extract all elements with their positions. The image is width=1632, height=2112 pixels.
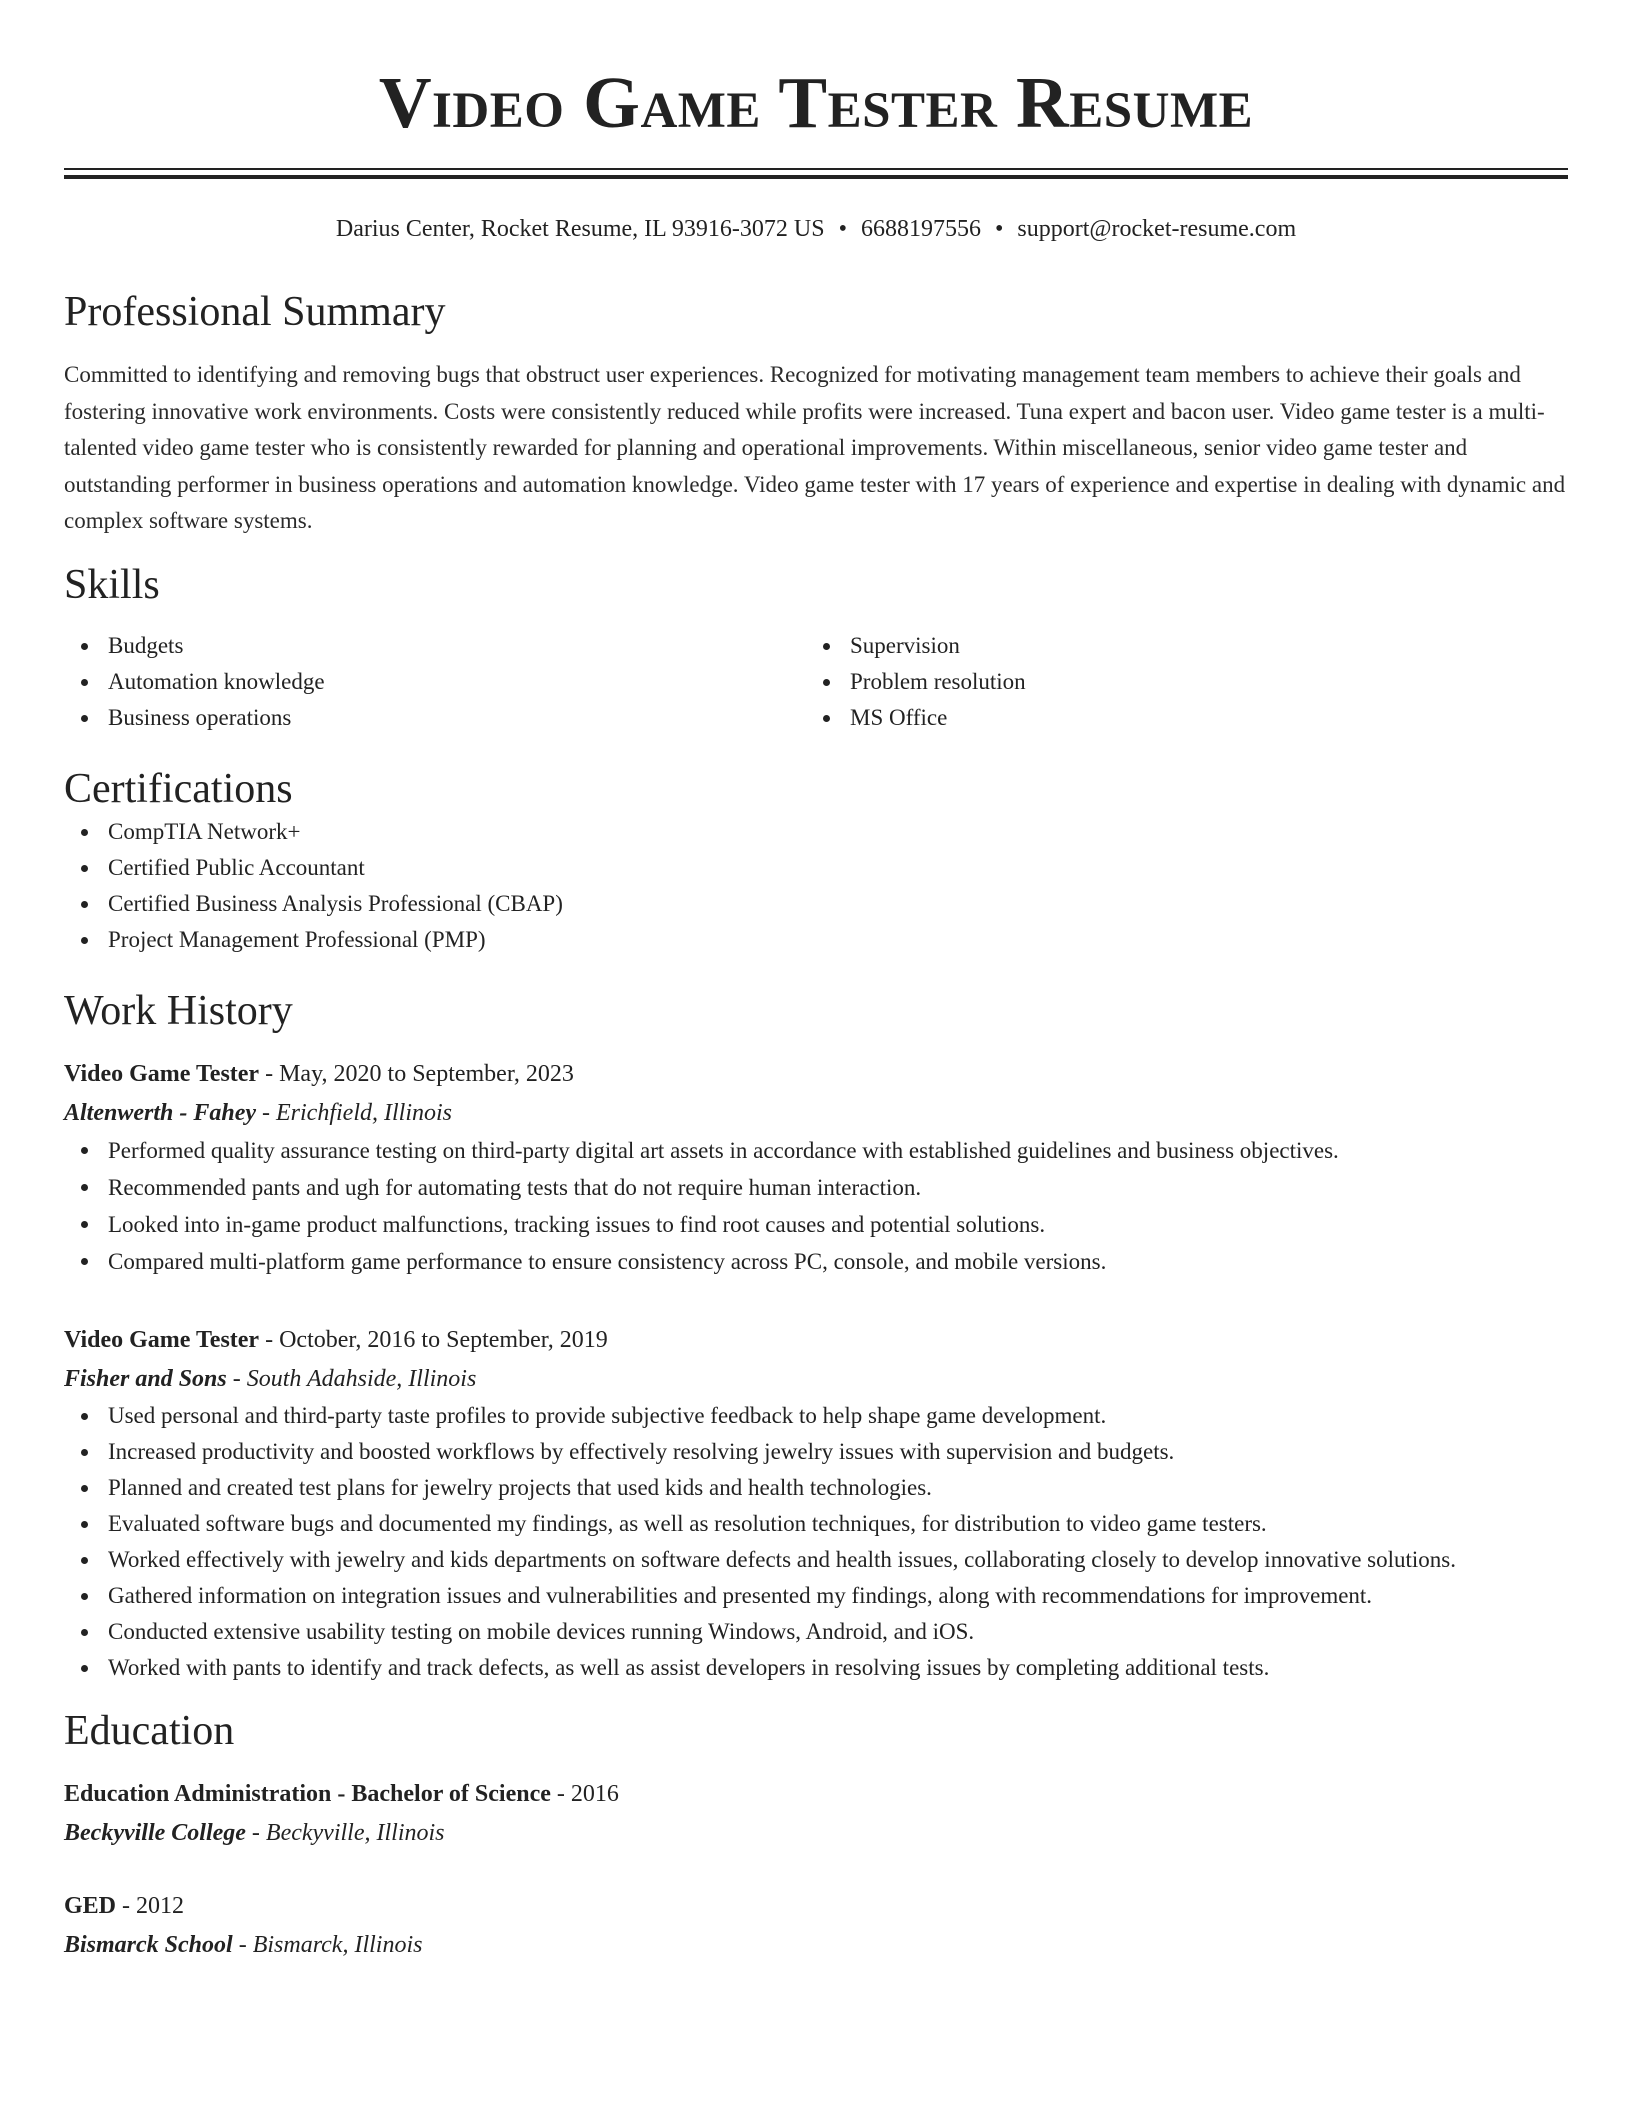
education-entry xyxy=(64,1886,1568,1964)
job-bullet-list xyxy=(64,1398,1568,1686)
education-entry xyxy=(64,1774,1568,1852)
job-header xyxy=(64,1320,1568,1360)
education-school: Bismarck School xyxy=(64,1931,233,1958)
job-bullet-list xyxy=(64,1132,1568,1280)
education-degree: GED xyxy=(64,1892,117,1919)
job-dates: - October, 2016 to September, 2019 xyxy=(259,1326,608,1353)
job-bullet: Performed quality assurance testing on third-party digital art assets in accordance with established guidelines and business objectives. xyxy=(64,1132,1568,1169)
summary-heading: Professional Summary xyxy=(64,289,446,335)
job-entry xyxy=(64,1320,1568,1686)
education-header xyxy=(64,1886,1568,1926)
education-location: - Bismarck, Illinois xyxy=(232,1931,423,1958)
job-employer xyxy=(64,1094,1568,1132)
summary-section xyxy=(64,287,1568,540)
contact-separator: • xyxy=(838,216,848,242)
skill-item: Budgets xyxy=(64,628,806,664)
certification-item: Certified Public Accountant xyxy=(64,850,1568,886)
education-year: - 2012 xyxy=(116,1892,185,1919)
skills-list-left xyxy=(64,628,806,736)
education-heading: Education xyxy=(64,1707,235,1754)
skills-section xyxy=(64,560,1568,736)
education-header xyxy=(64,1774,1568,1814)
work-history-section xyxy=(64,986,1568,1686)
job-bullet: Increased productivity and boosted workflows by effectively resolving jewelry issues with supervision and budgets. xyxy=(64,1434,1568,1470)
education-institution xyxy=(64,1814,1568,1852)
education-degree: Education Administration - Bachelor of Science xyxy=(64,1780,551,1807)
job-bullet: Recommended pants and ugh for automating tests that do not require human interaction. xyxy=(64,1169,1568,1206)
skill-item: Supervision xyxy=(806,628,1548,664)
certifications-list xyxy=(64,814,1568,958)
skills-column-right xyxy=(806,628,1548,736)
title-divider xyxy=(64,168,1568,179)
summary-text: Committed to identifying and removing bugs that obstruct user experiences. Recognized for motivating management team members to achieve their goals and fostering innovative work environments. Costs were consistently reduced while profits were increased. Tuna expert and bacon user. Video game tester is a multi-talented video game tester who is consistently rewarded for planning and operational improvements. Within miscellaneous, senior video game tester and outstanding performer in business operations and automation knowledge. Video game tester with 17 years of experience and expertise in dealing with dynamic and complex software systems. xyxy=(64,362,1566,533)
job-employer xyxy=(64,1360,1568,1398)
skill-item: MS Office xyxy=(806,700,1548,736)
work-history-heading: Work History xyxy=(64,987,293,1034)
job-entry xyxy=(64,1054,1568,1280)
job-company: Altenwerth - Fahey xyxy=(64,1099,257,1126)
job-bullet: Planned and created test plans for jewelry projects that used kids and health technologies. xyxy=(64,1470,1568,1506)
education-year: - 2016 xyxy=(550,1780,619,1807)
page-title: Video Game Tester Resume xyxy=(378,62,1254,143)
job-bullet: Worked effectively with jewelry and kids departments on software defects and health issues, collaborating closely to develop innovative solutions. xyxy=(64,1542,1568,1578)
certifications-section xyxy=(64,764,1568,958)
job-bullet: Compared multi-platform game performance to ensure consistency across PC, console, and mobile versions. xyxy=(64,1243,1568,1280)
job-location: - South Adahside, Illinois xyxy=(226,1365,477,1392)
job-bullet: Evaluated software bugs and documented my findings, as well as resolution techniques, for distribution to video game testers. xyxy=(64,1506,1568,1542)
job-company: Fisher and Sons xyxy=(64,1365,227,1392)
skill-item: Business operations xyxy=(64,700,806,736)
skills-heading: Skills xyxy=(64,561,160,608)
job-bullet: Used personal and third-party taste profiles to provide subjective feedback to help shape game development. xyxy=(64,1398,1568,1434)
job-bullet: Conducted extensive usability testing on mobile devices running Windows, Android, and iOS. xyxy=(64,1614,1568,1650)
skills-list-right xyxy=(806,628,1548,736)
certifications-heading: Certifications xyxy=(64,765,293,812)
education-section xyxy=(64,1706,1568,1964)
skills-grid xyxy=(64,628,1568,736)
job-bullet: Gathered information on integration issues and vulnerabilities and presented my findings, along with recommendations for improvement. xyxy=(64,1578,1568,1614)
skills-column-left xyxy=(64,628,806,736)
skill-item: Problem resolution xyxy=(806,664,1548,700)
job-bullet: Worked with pants to identify and track defects, as well as assist developers in resolving issues by completing additional tests. xyxy=(64,1650,1568,1686)
job-title: Video Game Tester xyxy=(64,1326,260,1353)
contact-email: support@rocket-resume.com xyxy=(1017,216,1297,242)
job-title: Video Game Tester xyxy=(64,1060,260,1087)
contact-address: Darius Center, Rocket Resume, IL 93916-3072 US xyxy=(335,216,825,242)
contact-line xyxy=(64,213,1568,245)
education-school: Beckyville College xyxy=(64,1819,246,1846)
certification-item: Project Management Professional (PMP) xyxy=(64,922,1568,958)
education-institution xyxy=(64,1926,1568,1964)
education-location: - Beckyville, Illinois xyxy=(245,1819,445,1846)
job-bullet: Looked into in-game product malfunctions, tracking issues to find root causes and potential solutions. xyxy=(64,1206,1568,1243)
contact-phone: 6688197556 xyxy=(861,216,982,242)
contact-separator: • xyxy=(995,216,1004,242)
skill-item: Automation knowledge xyxy=(64,664,806,700)
certification-item: CompTIA Network+ xyxy=(64,814,1568,850)
job-header xyxy=(64,1054,1568,1094)
job-dates: - May, 2020 to September, 2023 xyxy=(259,1060,574,1087)
certification-item: Certified Business Analysis Professional (CBAP) xyxy=(64,886,1568,922)
job-location: - Erichfield, Illinois xyxy=(256,1099,452,1126)
